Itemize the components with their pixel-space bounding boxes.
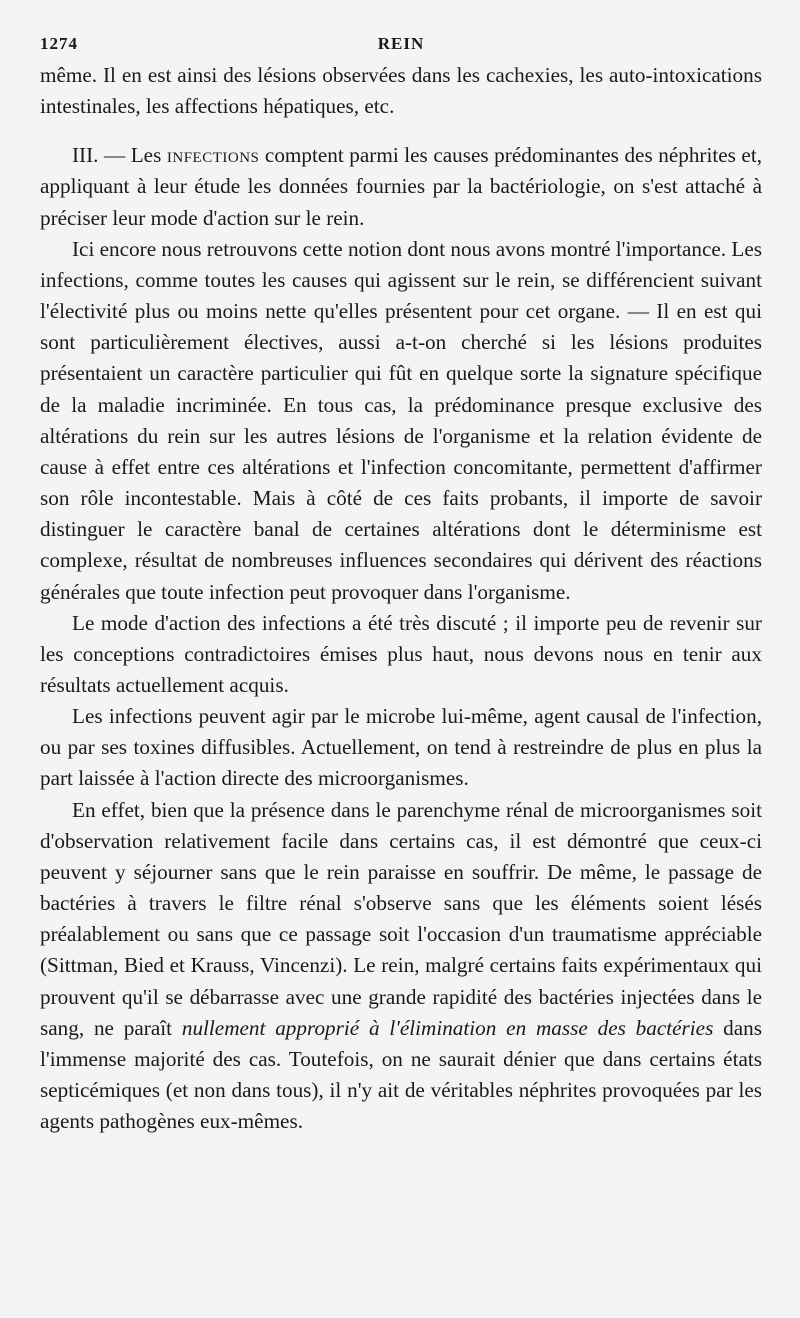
paragraph-text: Le mode d'action des infections a été très discuté ; il importe peu de revenir sur les conceptions contradictoires émises plus haut, nous devons nous en tenir aux résultats actuellement acquis. bbox=[40, 610, 762, 697]
running-title: REIN bbox=[377, 34, 425, 53]
italic-phrase: nullement approprié à l'élimination en masse des bactéries bbox=[181, 1015, 714, 1040]
paragraph bbox=[40, 608, 762, 701]
paragraph-continuation bbox=[40, 60, 762, 122]
page-number: 1274 bbox=[40, 34, 78, 53]
section-keyword: infections bbox=[166, 143, 260, 168]
running-head bbox=[40, 34, 762, 60]
paragraph-text: Ici encore nous retrouvons cette notion dont nous avons montré l'importance. Les infections, comme toutes les causes qui agissent sur le rein, se différencient suivant l'électivité plus ou moins nette qu'elles présentent pour cet organe. — Il en est qui sont particulièrement électives, aussi a-t-on cherché si les lésions produites présentaient un caractère particulier qui fût en quelque sorte la signature spécifique de la maladie incriminée. En tous cas, la prédominance presque exclusive des altérations du rein sur les autres lésions de l'organisme et la relation évidente de cause à effet entre ces altérations et l'infection concomitante, permettent d'affirmer son rôle incontestable. Mais à côté de ces faits probants, il importe de savoir distinguer le caractère banal de certaines altérations dont le déterminisme est complexe, résultat de nombreuses influences secondaires qui dérivent des réactions générales que toute infection peut provoquer dans l'organisme. bbox=[40, 236, 762, 604]
paragraph bbox=[40, 795, 762, 1138]
body-text bbox=[40, 60, 762, 1137]
paragraph-section-iii bbox=[40, 140, 762, 233]
paragraph-text: dans l'immense majorité des cas. Toutefois, on ne saurait dénier que dans certains états septicémiques (et non dans tous), il n'y ait de véritables néphrites provoquées par les agents pathogènes eux-mêmes. bbox=[40, 1015, 763, 1134]
paragraph bbox=[40, 234, 762, 608]
paragraph-text: même. Il en est ainsi des lésions observées dans les cachexies, les auto-intoxications intestinales, les affections hépatiques, etc. bbox=[40, 63, 762, 119]
section-numeral: III. — Les bbox=[72, 143, 162, 168]
paragraph-text: En effet, bien que la présence dans le parenchyme rénal de microorganismes soit d'observation relativement facile dans certains cas, il est démontré que ceux-ci peuvent y séjourner sans que le rein paraisse en souffrir. De même, le passage de bactéries à travers le filtre rénal s'observe sans que les éléments soient lésés préalablement ou sans que ce passage soit l'occasion d'un traumatisme appréciable (Sittman, Bied et Krauss, Vincenzi). Le rein, malgré certains faits expérimentaux qui prouvent qu'il se débarrasse avec une grande rapidité des bactéries injectées dans le sang, ne paraît bbox=[40, 797, 762, 1040]
paragraph bbox=[40, 701, 762, 794]
paragraph-text: comptent parmi les causes prédominantes des néphrites et, appliquant à leur étude les données fournies par la bactériologie, on s'est attaché à préciser leur mode d'action sur le rein. bbox=[40, 143, 763, 230]
paragraph-text: Les infections peuvent agir par le microbe lui-même, agent causal de l'infection, ou par ses toxines diffusibles. Actuellement, on tend à restreindre de plus en plus la part laissée à l'action directe des microorganismes. bbox=[40, 704, 762, 791]
